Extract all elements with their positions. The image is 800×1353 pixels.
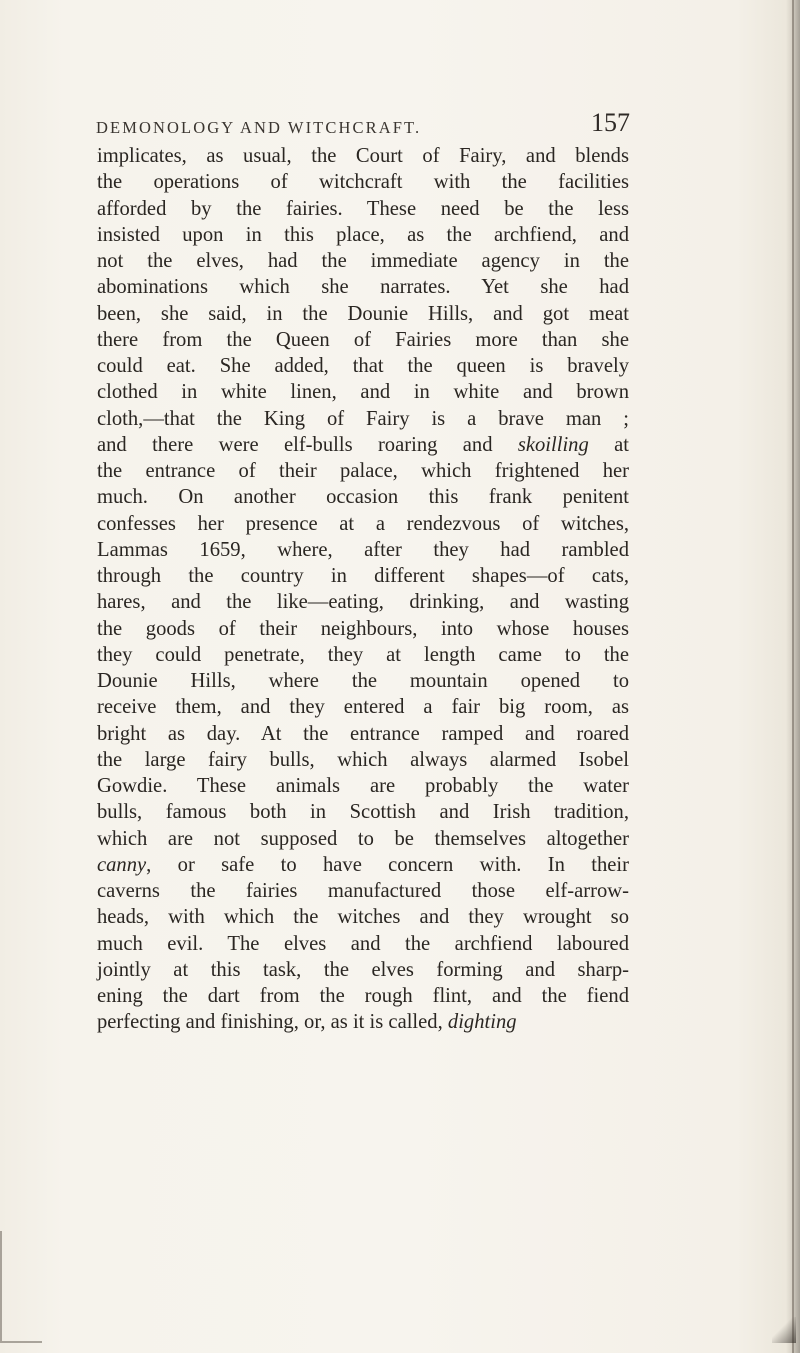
text-line (97, 694, 629, 720)
text-line (97, 616, 629, 642)
text-line (97, 301, 629, 327)
text-line (97, 878, 629, 904)
text-line (97, 196, 629, 222)
text-line (97, 169, 629, 195)
text-run: Dounie Hills, where the mountain opened to (97, 670, 629, 692)
text-run: caverns the fairies manufactured those elf-arrow- (97, 880, 629, 902)
text-line (97, 432, 629, 458)
text-run: the large fairy bulls, which always alarmed Isobel (97, 748, 629, 771)
text-run: , or safe to have concern with. In their (146, 853, 629, 876)
text-line (97, 642, 629, 668)
text-line (97, 406, 629, 432)
italic-word: dighting (447, 1011, 517, 1034)
text-line (97, 1009, 629, 1035)
text-run: they could penetrate, they at length came to the (97, 643, 629, 666)
text-run: not the elves, had the immediate agency in the (97, 250, 629, 272)
text-line (97, 983, 629, 1009)
text-run: through the country in different shapes—of cats, (97, 565, 629, 587)
text-line (97, 511, 629, 537)
text-run: which are not supposed to be themselves altogether (97, 827, 629, 850)
text-run: at (588, 433, 629, 456)
text-run: bulls, famous both in Scottish and Irish tradition, (97, 801, 629, 824)
text-line (97, 589, 629, 615)
text-run: the entrance of their palace, which frightened her (97, 460, 629, 482)
text-line (97, 904, 629, 930)
text-run: and there were elf-bulls roaring and (97, 433, 518, 456)
running-head (96, 108, 630, 148)
text-line (97, 563, 629, 589)
text-line (97, 379, 629, 405)
page-edge-line (792, 0, 794, 1353)
text-line (97, 931, 629, 957)
italic-word: canny (97, 853, 147, 876)
text-run: perfecting and finishing, or, as it is called, (97, 1011, 448, 1034)
text-run: clothed in white linen, and in white and brown (97, 381, 629, 404)
text-line (97, 353, 629, 379)
text-run: Lammas 1659, where, after they had rambled (97, 538, 629, 561)
italic-word: skoilling (517, 433, 589, 456)
text-run: heads, with which the witches and they wrought so (97, 906, 629, 929)
text-line (97, 852, 629, 878)
text-run: ening the dart from the rough flint, and the fiend (97, 985, 629, 1007)
text-run: Gowdie. These animals are probably the water (97, 775, 629, 797)
text-line (97, 484, 629, 510)
text-line (97, 537, 629, 563)
page-corner-mark (0, 1231, 42, 1343)
text-line (97, 327, 629, 353)
text-run: hares, and the like—eating, drinking, and wasting (97, 591, 629, 614)
text-line (97, 747, 629, 773)
text-run: afforded by the fairies. These need be the less (97, 197, 629, 220)
text-line (97, 222, 629, 248)
text-line (97, 458, 629, 484)
text-run: insisted upon in this place, as the archfiend, and (97, 223, 629, 246)
text-run: the goods of their neighbours, into whose houses (97, 617, 629, 640)
text-line (97, 274, 629, 300)
text-line (97, 143, 629, 169)
text-run: abominations which she narrates. Yet she had (97, 276, 629, 299)
text-line (97, 957, 629, 983)
text-line (97, 248, 629, 274)
text-run: much. On another occasion this frank penitent (97, 486, 629, 509)
text-run: cloth,—that the King of Fairy is a brave man ; (97, 407, 629, 430)
page-number: 157 (591, 108, 630, 137)
text-run: jointly at this task, the elves forming and sharp- (97, 958, 629, 981)
text-run: receive them, and they entered a fair big room, as (97, 696, 629, 719)
text-line (97, 721, 629, 747)
text-line (97, 668, 629, 694)
text-run: much evil. The elves and the archfiend laboured (97, 932, 629, 955)
text-run: confesses her presence at a rendezvous of witches, (97, 512, 629, 535)
text-run: there from the Queen of Fairies more than she (97, 328, 629, 351)
text-run: the operations of witchcraft with the facilities (97, 171, 629, 194)
text-run: been, she said, in the Dounie Hills, and got meat (97, 302, 629, 325)
running-head-title: DEMONOLOGY AND WITCHCRAFT. (96, 118, 422, 137)
text-run: implicates, as usual, the Court of Fairy, and blends (97, 145, 629, 167)
text-run: could eat. She added, that the queen is bravely (97, 355, 629, 377)
body-text (97, 143, 629, 1036)
text-line (97, 773, 629, 799)
page-corner-shadow (772, 1317, 796, 1343)
text-line (97, 826, 629, 852)
text-run: bright as day. At the entrance ramped and roared (97, 722, 629, 745)
text-line (97, 799, 629, 825)
